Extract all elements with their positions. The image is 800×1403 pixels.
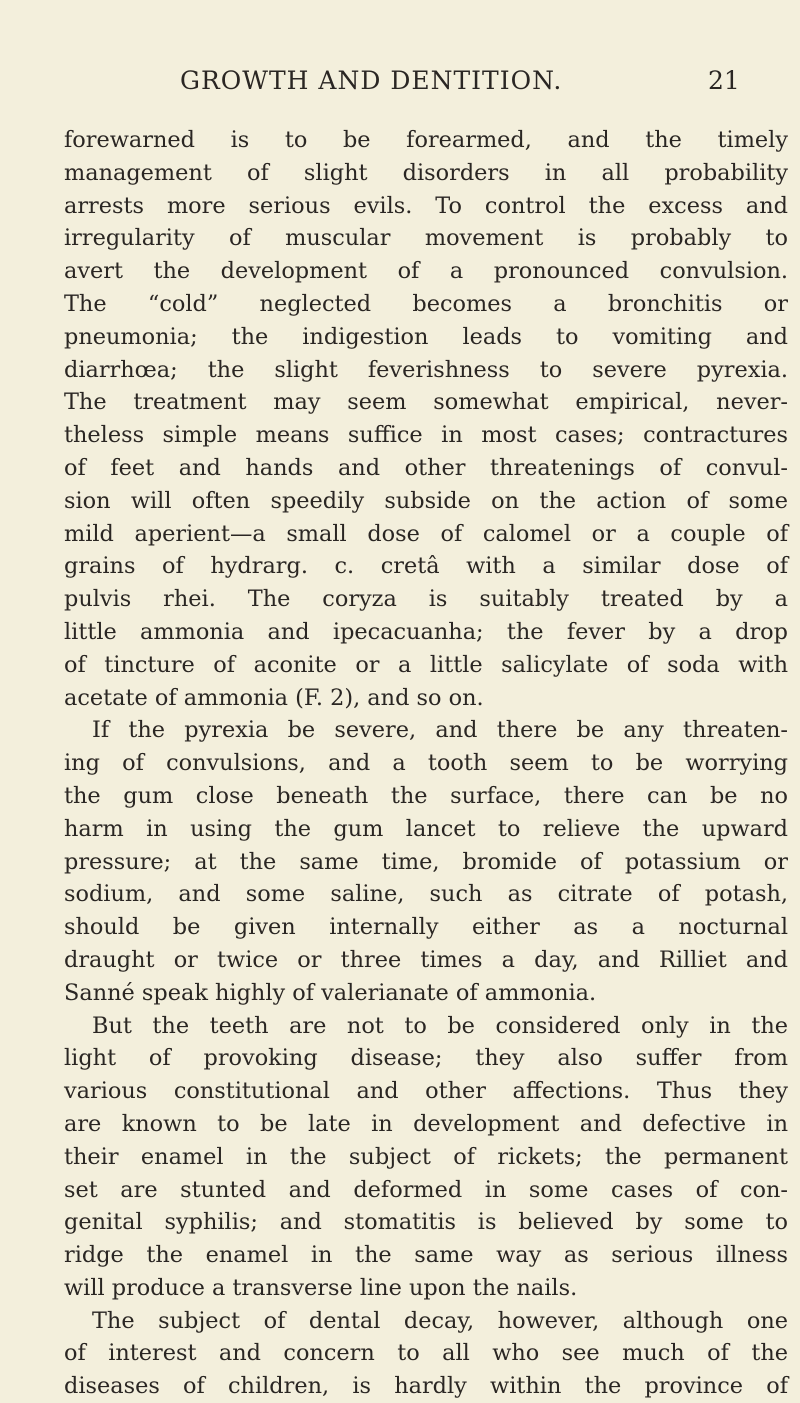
text-line: ing of convulsions, and a tooth seem to be worrying <box>64 750 788 777</box>
text-line: little ammonia and ipecacuanha; the fever by a drop <box>64 618 788 645</box>
body-text <box>64 124 788 1403</box>
text-line: various constitutional and other affections. Thus they <box>64 1078 788 1105</box>
page-number: 21 <box>708 66 740 95</box>
text-line: of interest and concern to all who see much of the <box>64 1340 788 1367</box>
text-line: The subject of dental decay, however, although one <box>92 1307 788 1334</box>
text-line: set are stunted and deformed in some cases of con- <box>64 1176 788 1203</box>
text-line: are known to be late in development and defective in <box>64 1110 788 1137</box>
text-line: acetate of ammonia (F. 2), and so on. <box>64 684 484 711</box>
text-line: their enamel in the subject of rickets; the permanent <box>64 1143 788 1170</box>
text-line: But the teeth are not to be considered only in the <box>92 1012 788 1039</box>
text-line: of feet and hands and other threatenings of convul- <box>64 454 788 481</box>
text-line: should be given internally either as a nocturnal <box>64 914 788 941</box>
text-line: grains of hydrarg. c. cretâ with a similar dose of <box>64 553 788 580</box>
running-title: GROWTH AND DENTITION. <box>180 66 563 95</box>
text-line: ridge the enamel in the same way as serious illness <box>64 1242 788 1269</box>
text-line: pulvis rhei. The coryza is suitably treated by a <box>64 586 788 613</box>
text-line: pneumonia; the indigestion leads to vomiting and <box>64 323 788 350</box>
text-line: management of slight disorders in all probability <box>64 159 788 186</box>
text-line: avert the development of a pronounced convulsion. <box>64 258 788 285</box>
text-line: genital syphilis; and stomatitis is believed by some to <box>64 1209 788 1236</box>
text-line: irregularity of muscular movement is probably to <box>64 225 788 252</box>
text-line: The “cold” neglected becomes a bronchitis or <box>64 290 788 317</box>
text-line: sion will often speedily subside on the action of some <box>64 487 788 514</box>
text-line: diarrhœa; the slight feverishness to severe pyrexia. <box>64 356 788 383</box>
text-line: If the pyrexia be severe, and there be any threaten- <box>92 717 788 744</box>
text-line: light of provoking disease; they also suffer from <box>64 1045 788 1072</box>
text-line: mild aperient—a small dose of calomel or a couple of <box>64 520 788 547</box>
text-line: harm in using the gum lancet to relieve the upward <box>64 815 788 842</box>
text-line: Sanné speak highly of valerianate of ammonia. <box>64 979 597 1006</box>
text-line: draught or twice or three times a day, and Rilliet and <box>64 946 788 973</box>
text-line: pressure; at the same time, bromide of potassium or <box>64 848 788 875</box>
text-line: the gum close beneath the surface, there can be no <box>64 782 788 809</box>
text-line: of tincture of aconite or a little salicylate of soda with <box>64 651 788 678</box>
text-line: forewarned is to be forearmed, and the timely <box>64 127 788 153</box>
text-line: will produce a transverse line upon the nails. <box>64 1274 578 1301</box>
text-line: theless simple means suffice in most cases; contractures <box>64 422 788 449</box>
text-line: The treatment may seem somewhat empirical, never- <box>64 389 788 416</box>
text-line: sodium, and some saline, such as citrate of potash, <box>64 881 788 908</box>
text-line: arrests more serious evils. To control the excess and <box>64 192 788 219</box>
running-head <box>0 66 800 106</box>
text-line: diseases of children, is hardly within the province of <box>64 1373 788 1400</box>
